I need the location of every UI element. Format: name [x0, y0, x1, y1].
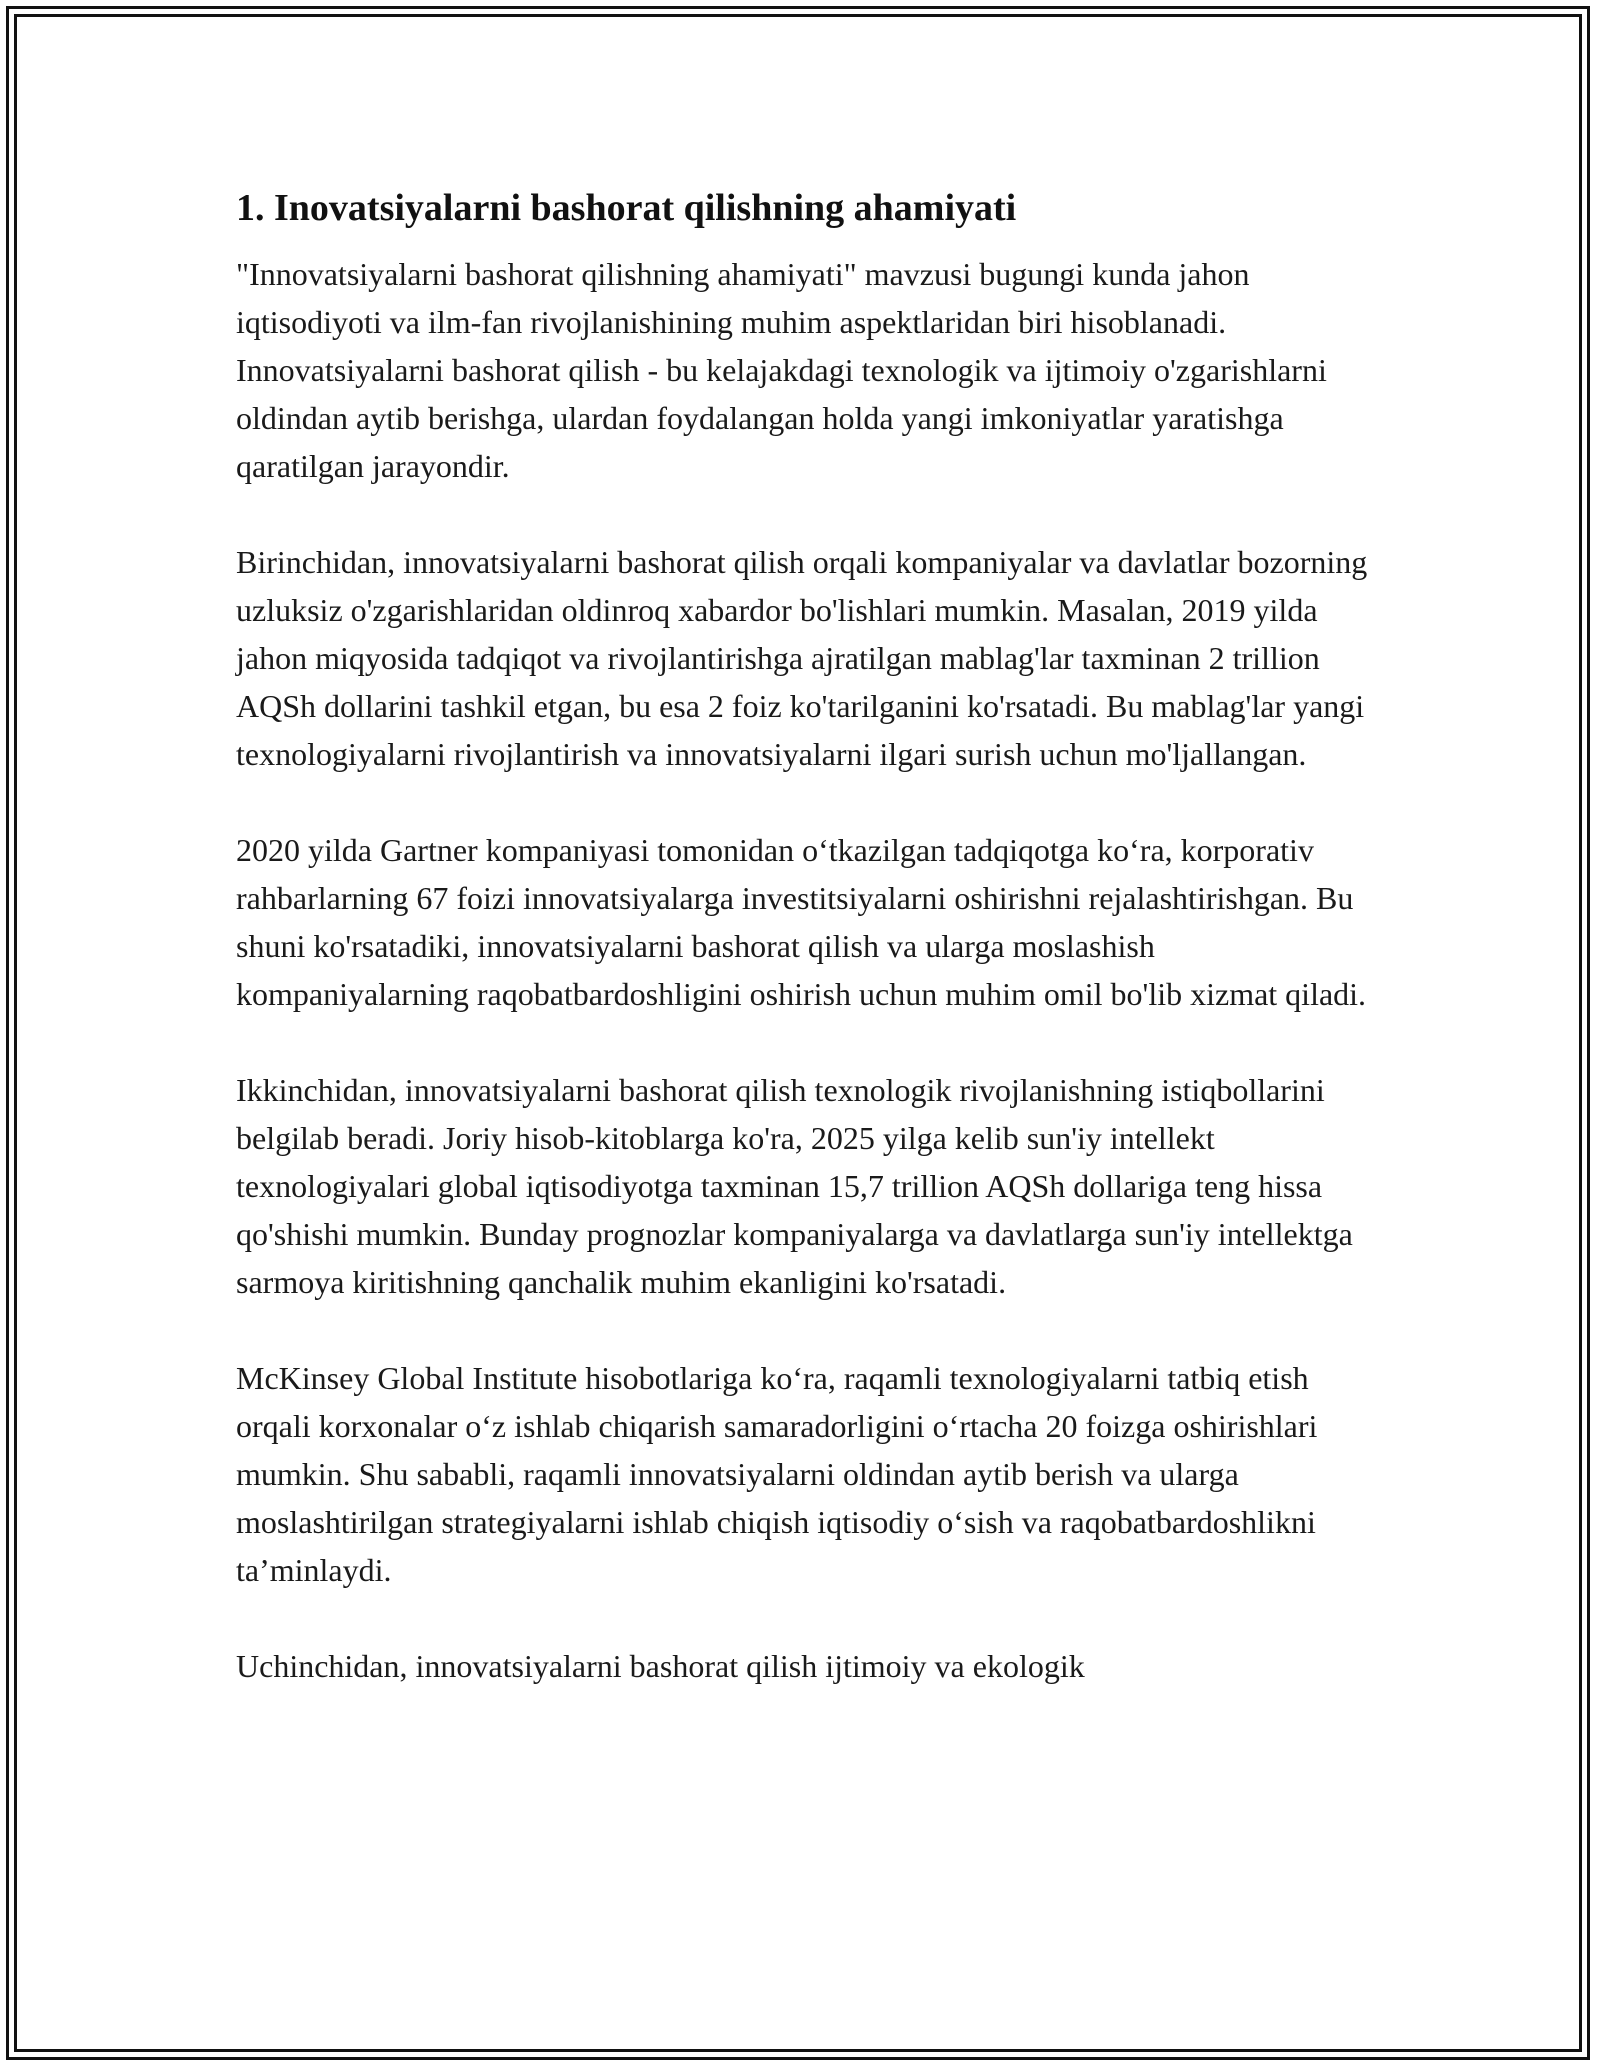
paragraph-gartner: 2020 yilda Gartner kompaniyasi tomonidan o‘tkazilgan tadqiqotga ko‘ra, korporativ rahbarlarning 67 foizi innovatsiyalarga investitsiyalarni oshirishni rejalashtirishgan. Bu shuni ko'rsatadiki, innovatsiyalarni bashorat qilish va ularga moslashish kompaniyalarning raqobatbardoshligini oshirish uchun muhim omil bo'lib xizmat qiladi. [236, 832, 1367, 1012]
paragraph-secondly: Ikkinchidan, innovatsiyalarni bashorat qilish texnologik rivojlanishning istiqbollarini belgilab beradi. Joriy hisob-kitoblarga ko'ra, 2025 yilga kelib sun'iy intellekt texnologiyalari global iqtisodiyotga taxminan 15,7 trillion AQSh dollariga teng hissa qo'shishi mumkin. Bunday prognozlar kompaniyalarga va davlatlarga sun'iy intellektga sarmoya kiritishning qanchalik muhim ekanligini ko'rsatadi. [236, 1072, 1353, 1300]
section-heading: 1. Inovatsiyalarni bashorat qilishning ahamiyati [236, 187, 1017, 229]
paragraph-mckinsey: McKinsey Global Institute hisobotlariga ko‘ra, raqamli texnologiyalarni tatbiq etish orqali korxonalar o‘z ishlab chiqarish samaradorligini o‘rtacha 20 foizga oshirishlari mumkin. Shu sababli, raqamli innovatsiyalarni oldindan aytib berish va ularga moslashtirilgan strategiyalarni ishlab chiqish iqtisodiy o‘sish va raqobatbardoshlikni ta’minlaydi. [236, 1360, 1318, 1588]
paragraph-firstly: Birinchidan, innovatsiyalarni bashorat qilish orqali kompaniyalar va davlatlar bozorning uzluksiz o'zgarishlaridan oldinroq xabardor bo'lishlari mumkin. Masalan, 2019 yilda jahon miqyosida tadqiqot va rivojlantirishga ajratilgan mablag'lar taxminan 2 trillion AQSh dollarini tashkil etgan, bu esa 2 foiz ko'tarilganini ko'rsatadi. Bu mablag'lar yangi texnologiyalarni rivojlantirish va innovatsiyalarni ilgari surish uchun mo'ljallangan. [236, 544, 1368, 772]
document-body [236, 184, 1386, 1738]
paragraph-intro: "Innovatsiyalarni bashorat qilishning ahamiyati" mavzusi bugungi kunda jahon iqtisodiyoti va ilm-fan rivojlanishining muhim aspektlaridan biri hisoblanadi. Innovatsiyalarni bashorat qilish - bu kelajakdagi texnologik va ijtimoiy o'zgarishlarni oldindan aytib berishga, ulardan foydalangan holda yangi imkoniyatlar yaratishga qaratilgan jarayondir. [236, 256, 1327, 484]
paragraph-thirdly: Uchinchidan, innovatsiyalarni bashorat qilish ijtimoiy va ekologik [236, 1648, 1085, 1684]
